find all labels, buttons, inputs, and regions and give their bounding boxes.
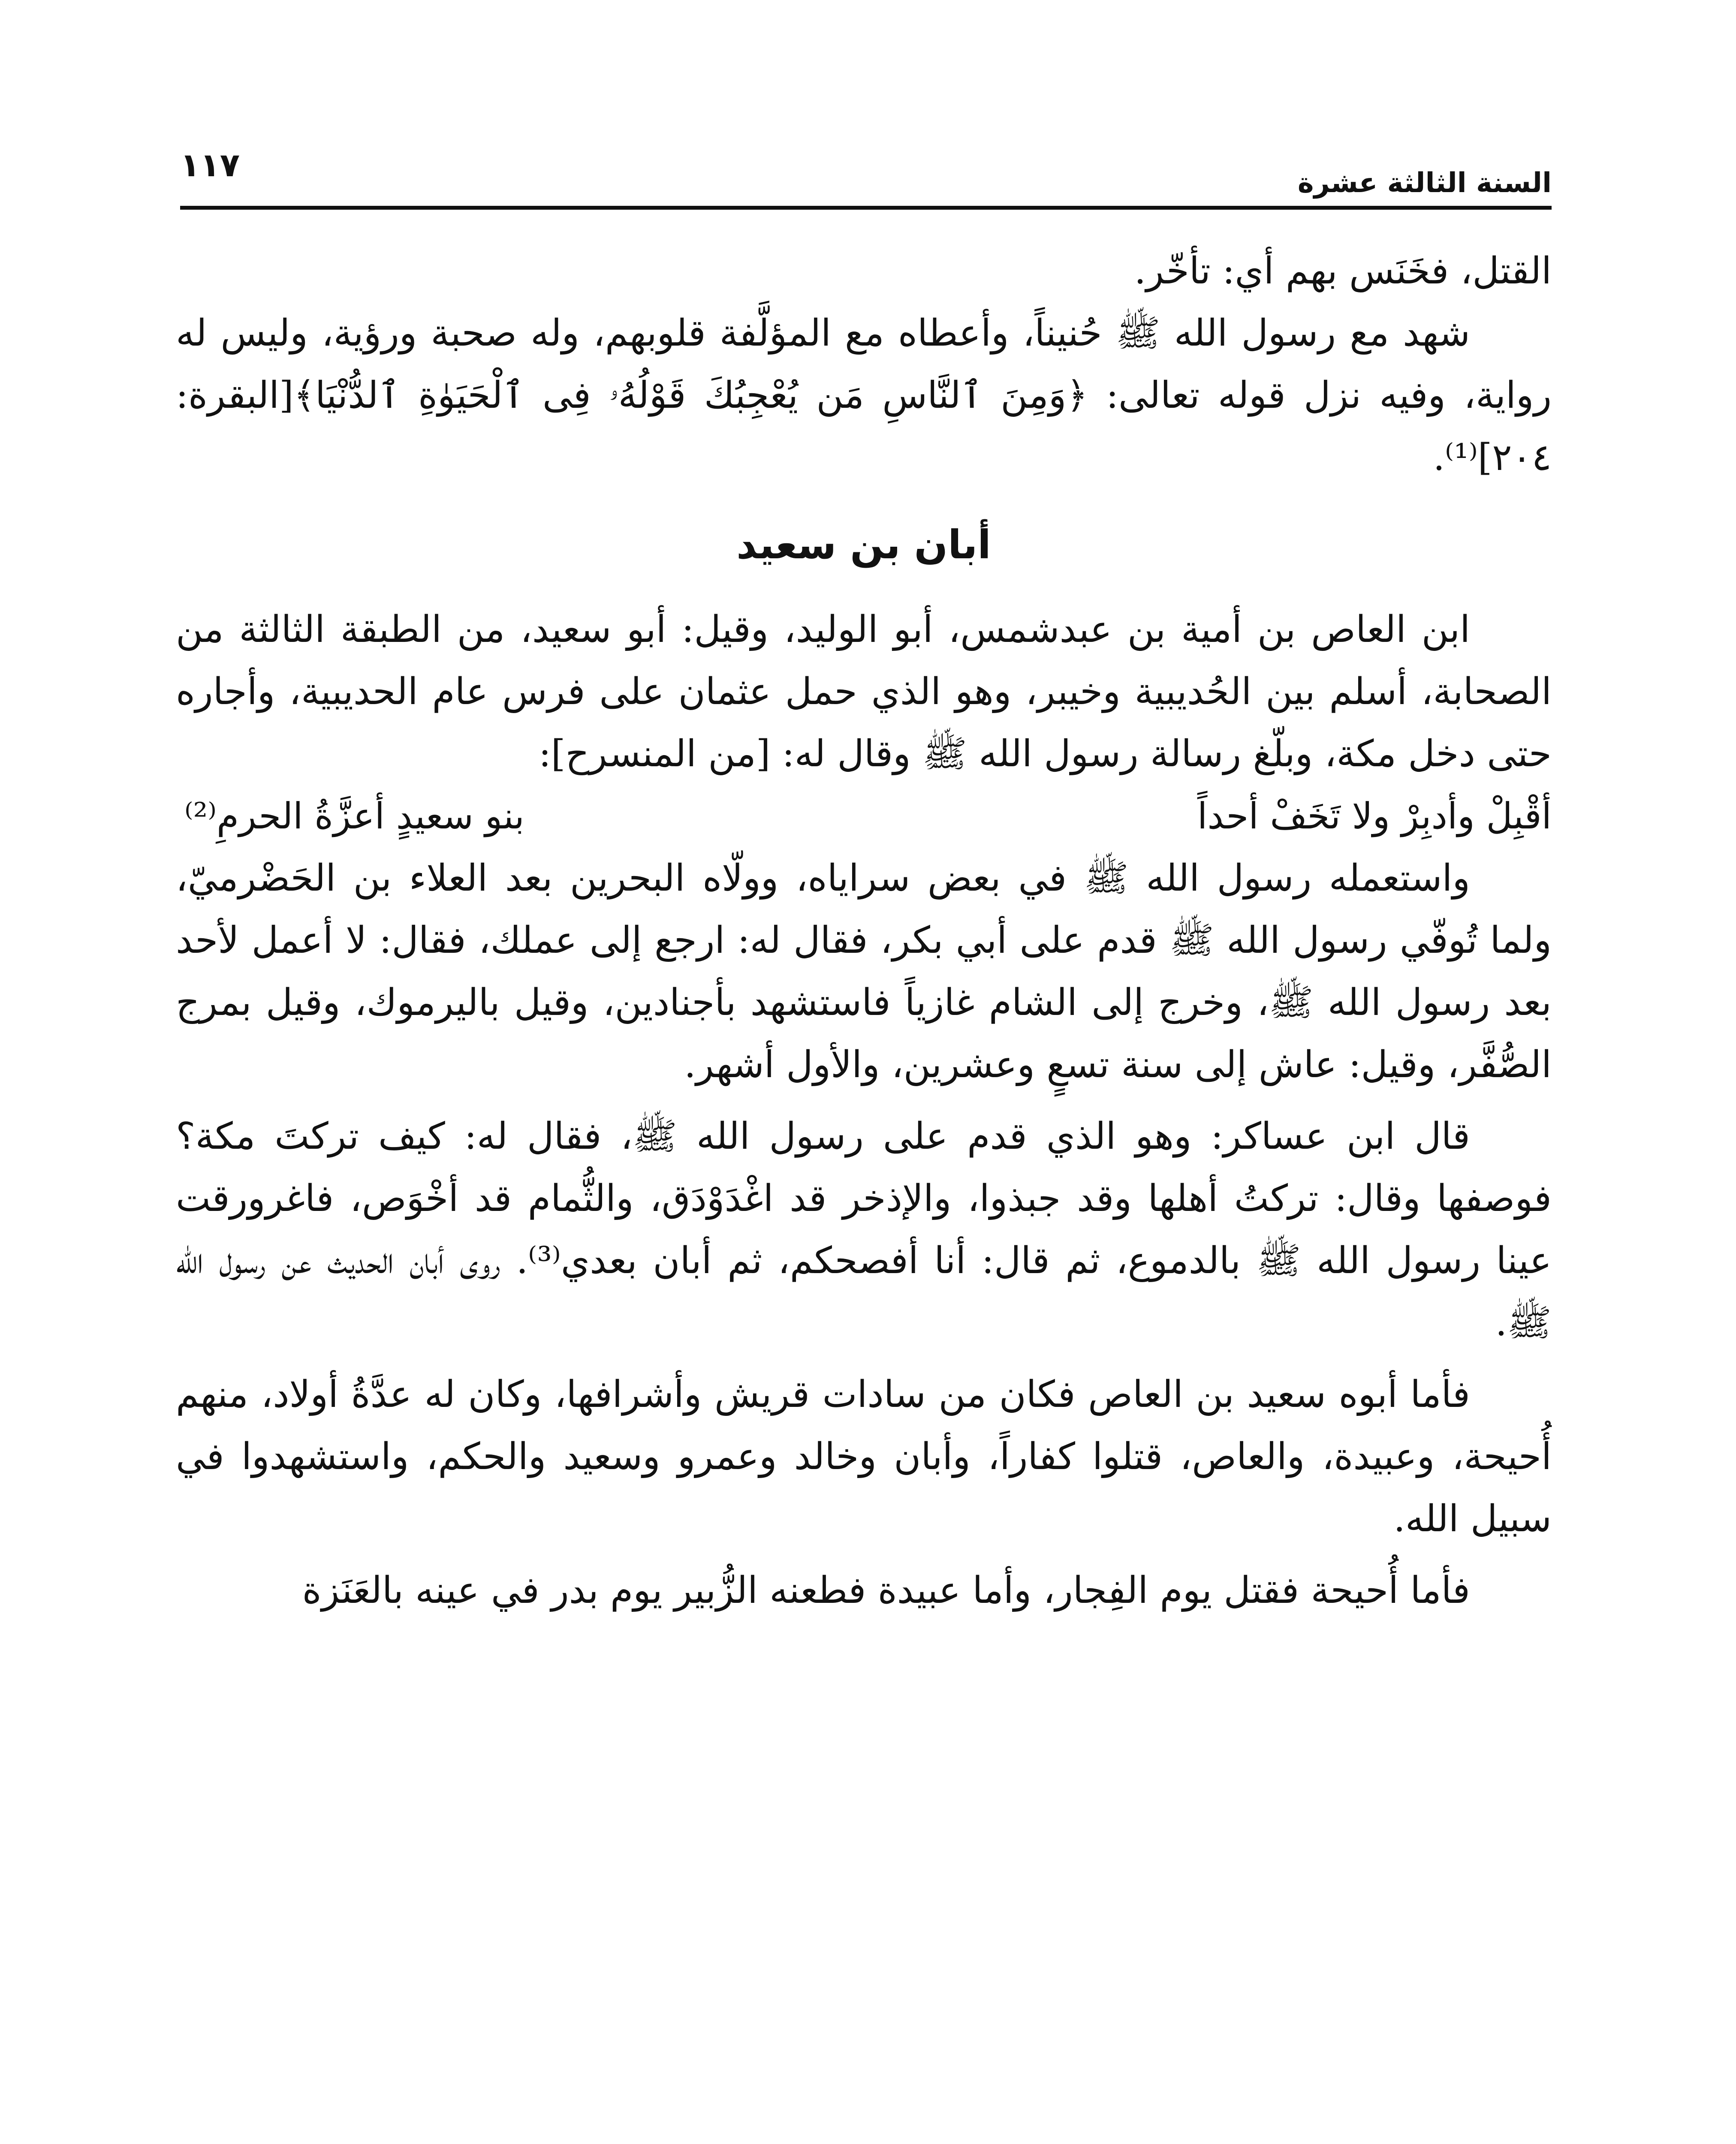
main-text [176, 240, 1552, 1622]
intro-paragraph: شهد مع رسول الله ﷺ حُنيناً، وأعطاه مع المؤلَّفة قلوبهم، وله صحبة ورؤية، وليس له رواية، وفيه نزل قوله تعالى: ﴿وَمِنَ ٱلنَّاسِ مَن يُعْجِبُكَ قَوْلُهُۥ فِى ٱلْحَيَوٰةِ ٱلدُّنْيَا﴾[البقرة: ٢٠٤]⁽¹⁾. [176, 312, 1552, 479]
header-rule [180, 206, 1552, 210]
verse-first-hemistich: أقْبِلْ وأدبِرْ ولا تَخَفْ أحداً [1197, 795, 1552, 837]
page-header [180, 129, 1552, 202]
biography-paragraph: واستعمله رسول الله ﷺ في بعض سراياه، وولّاه البحرين بعد العلاء بن الحَضْرميّ، ولما تُوفّي رسول الله ﷺ قدم على أبي بكر، فقال له: ارجع إلى عملك، فقال: لا أعمل لأحد بعد رسول الله ﷺ، وخرج إلى الشام غازياً فاستشهد بأجنادين، وقيل باليرموك، وقيل بمرج الصُّفَّر، وقيل: عاش إلى سنة تسعٍ وعشرين، والأول أشهر. [176, 857, 1552, 1086]
poetry-verse [176, 785, 1552, 847]
section-title: أبان بن سعيد [736, 522, 991, 568]
biography-paragraph: قال ابن عساكر: وهو الذي قدم على رسول الله ﷺ، فقال له: كيف تركتَ مكة؟ فوصفها وقال: تركتُ أهلها وقد جبذوا، والإذخر قد اغْدَوْدَق، والثُّمام قد أخْوَص، فاغرورقت عينا رسول الله ﷺ بالدموع، ثم قال: أنا أفصحكم، ثم أبان بعدي⁽³⁾. روى أبان الحديث عن رسول الله ﷺ. [176, 1115, 1552, 1344]
intro-paragraph: القتل، فخَنَس بهم أي: تأخّر. [1134, 250, 1552, 292]
biography-paragraph: ابن العاص بن أمية بن عبدشمس، أبو الوليد، وقيل: أبو سعيد، من الطبقة الثالثة من الصحابة، أسلم بين الحُديبية وخيبر، وهو الذي حمل عثمان على فرس عام الحديبية، وأجاره حتى دخل مكة، وبلّغ رسالة رسول الله ﷺ وقال له: [من المنسرح]: [176, 608, 1552, 775]
page-number: ١١٧ [180, 146, 240, 184]
biography-paragraph: فأما أبوه سعيد بن العاص فكان من سادات قريش وأشرافها، وكان له عدَّةُ أولاد، منهم أُحيحة، وعبيدة، والعاص، قتلوا كفاراً، وأبان وخالد وعمرو وسعيد والحكم، واستشهدوا في سبيل الله. [176, 1373, 1552, 1540]
running-title: السنة الثالثة عشرة [1297, 167, 1552, 199]
verse-second-hemistich: بنو سعيدٍ أعزَّةُ الحرمِ⁽²⁾ [184, 795, 524, 837]
biography-paragraph: فأما أُحيحة فقتل يوم الفِجار، وأما عبيدة فطعنه الزُّبير يوم بدر في عينه بالعَنَزة [302, 1569, 1470, 1612]
